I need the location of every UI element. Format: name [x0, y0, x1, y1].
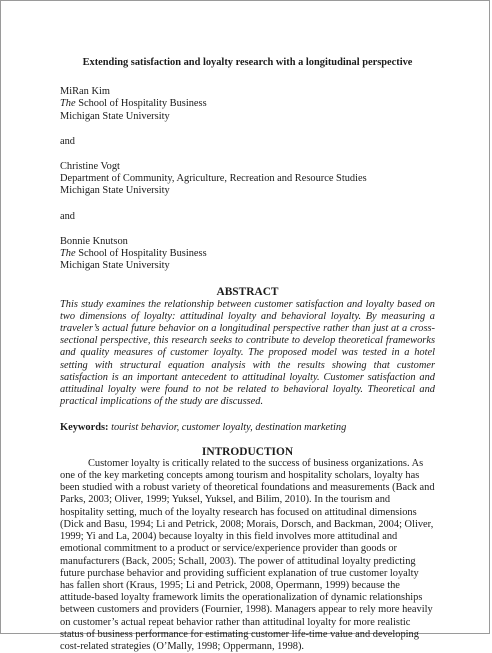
introduction-heading: INTRODUCTION: [201, 445, 294, 458]
author-department: [60, 173, 435, 185]
author-department-rest: Department of Community, Agriculture, Recreation and Resource Studies: [60, 173, 367, 185]
author-department-italic: The: [60, 248, 76, 260]
author-3: [60, 236, 435, 273]
author-department: [60, 248, 435, 260]
abstract-heading: ABSTRACT: [216, 286, 279, 299]
and-separator: and: [60, 135, 76, 147]
author-name: MiRan Kim: [60, 86, 110, 98]
author-university: Michigan State University: [60, 110, 170, 122]
author-name: Christine Vogt: [60, 161, 120, 173]
author-department: [60, 98, 435, 110]
author-university: Michigan State University: [60, 185, 170, 197]
page-content: [60, 57, 435, 653]
paper-title: Extending satisfaction and loyalty research with a longitudinal perspective: [82, 57, 413, 68]
abstract-text: This study examines the relationship between customer satisfaction and loyalty based on two dimensions of loyalty: attitudinal loyalty and behavioral loyalty. By measuring a traveler’s actual future behavior on a longitudinal perspective rather than just at a cross-sectional perspective, this research seeks to contribute to develop theoretical frameworks and quality measures of customer loyalty. The proposed model was tested in a hotel setting with structural equation analysis with the results showing that customer satisfaction is an important antecedent to attitudinal loyalty. Customer satisfaction and attitudinal loyalty were found to not be related to behavioral loyalty. Theoretical and practical implications of the study are discussed.: [60, 298, 435, 408]
author-2: [60, 161, 435, 198]
keywords-label: Keywords:: [60, 422, 109, 434]
author-name: Bonnie Knutson: [60, 235, 128, 247]
and-separator: and: [60, 210, 76, 222]
author-department-italic: The: [60, 98, 76, 110]
author-department-rest: School of Hospitality Business: [75, 248, 207, 260]
introduction-text: Customer loyalty is critically related to the success of business organizations. As one of the key marketing concepts among tourism and hospitality scholars, loyalty has been studied with a robust variety of theoretical foundations and measurements (Back and Parks, 2003; Oliver, 1999; Yuksel, Yuksel, and Bilim, 2010). In the tourism and hospitality setting, much of the loyalty research has focused on attitudinal dimensions (Dick and Basu, 1994; Li and Petrick, 2008; Morais, Dorsch, and Backman, 2004; Oliver, 1999; Yi and La, 2004) because loyalty in this field involves more attitudinal and emotional commitment to a product or service/experience provider than goods or manufacturers (Back, 2005; Schall, 2003). The power of attitudinal loyalty predicting future purchase behavior and providing sufficient explanation of true customer loyalty has fallen short (Kraus, 1995; Li and Petrick, 2008, Opermann, 1999) because the attitude-based loyalty framework limits the operationalization of dynamic relationships between customers and providers (Fournier, 1998). Managers appear to rely more heavily on customer’s actual repeat behavior rather than attitudinal loyalty for more realistic status of business performance for estimating customer life-time value and developing cost-related strategies (O’Mally, 1998; Oppermann, 1998).: [60, 457, 435, 652]
author-university: Michigan State University: [60, 260, 170, 272]
author-department-rest: School of Hospitality Business: [75, 98, 207, 110]
keywords-values: tourist behavior, customer loyalty, destination marketing: [108, 422, 347, 434]
keywords-line: [60, 422, 435, 434]
author-1: [60, 86, 435, 123]
